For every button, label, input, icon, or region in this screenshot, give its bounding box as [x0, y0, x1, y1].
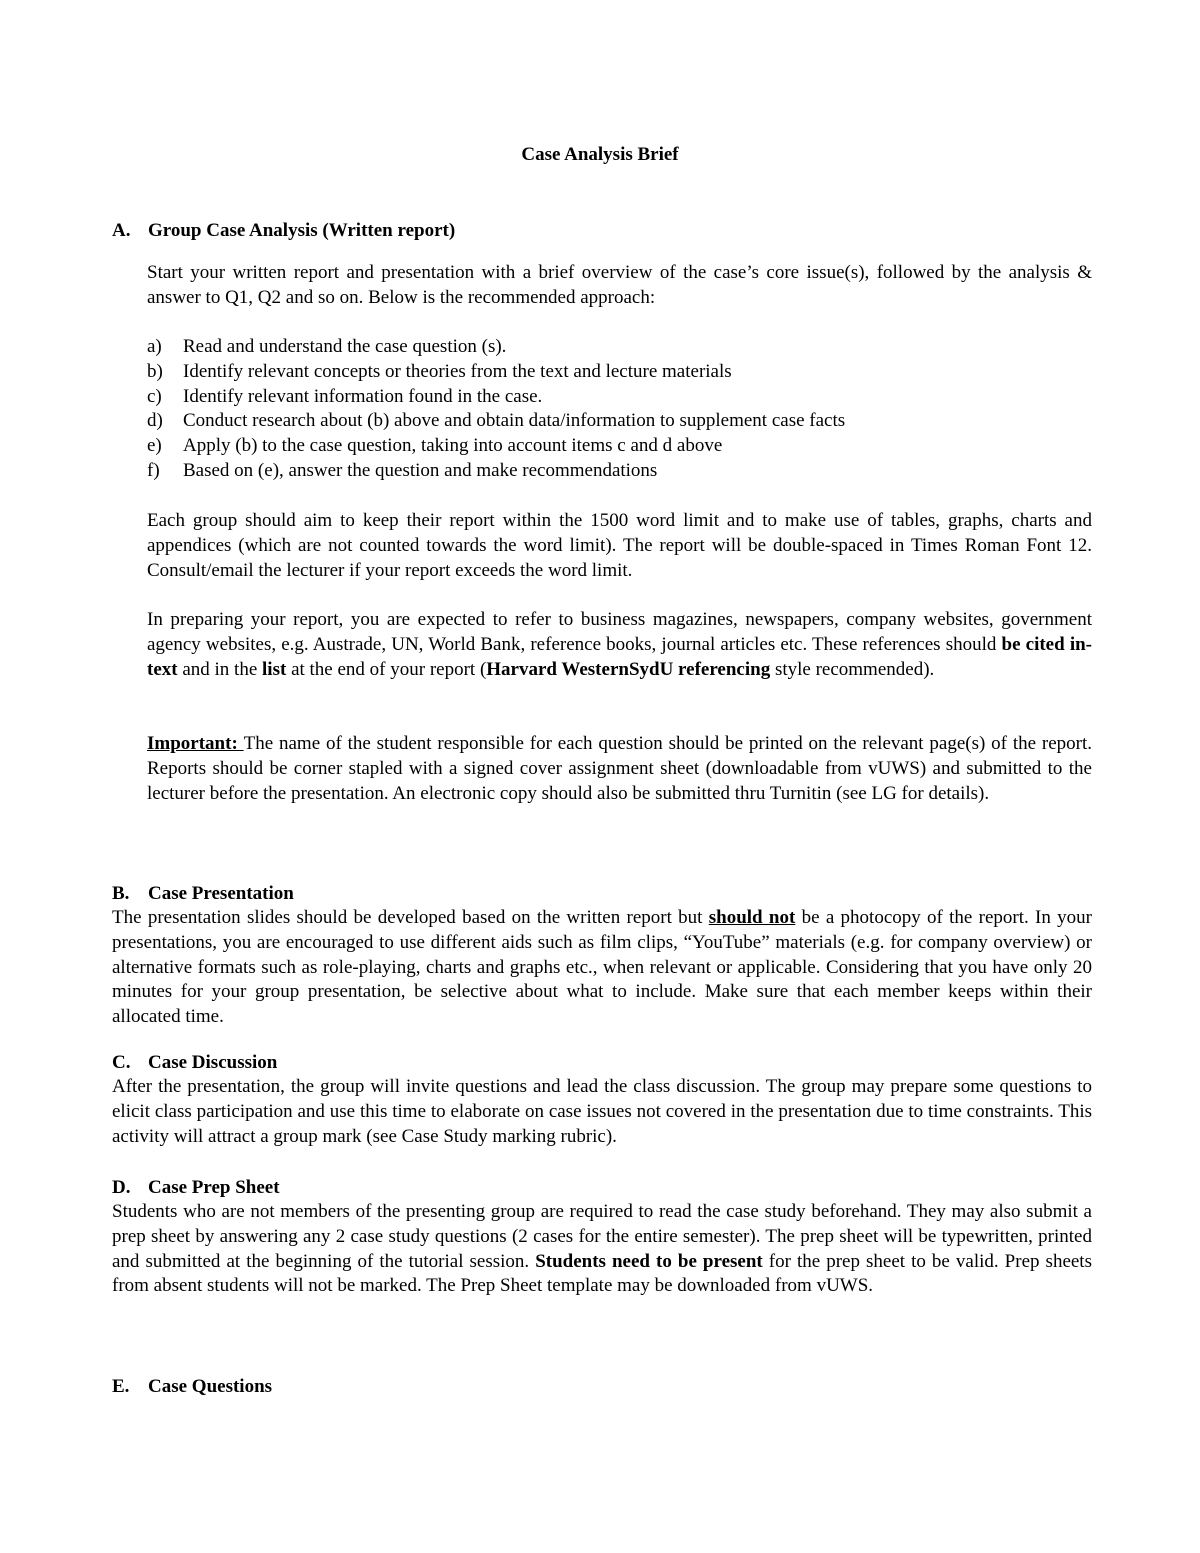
list-item-mark: a)	[147, 336, 162, 357]
should-not-emphasis: should not	[708, 907, 796, 928]
list-item	[147, 409, 1092, 434]
prep-sheet-text-2: for the prep sheet to be valid. Prep sheets from absent students will not be marked. The Prep Sheet template may be downloaded from vUWS.	[112, 1250, 1092, 1297]
presentation-paragraph	[112, 906, 1092, 1030]
section-e-title: Case Questions	[148, 1376, 273, 1397]
section-a-intro: Start your written report and presentation with a brief overview of the case’s core issue(s), followed by the analysis & answer to Q1, Q2 and so on. Below is the recommended approach:	[147, 262, 1092, 308]
list-item	[147, 459, 1092, 484]
approach-steps-list	[147, 335, 1092, 484]
word-limit-paragraph: Each group should aim to keep their report within the 1500 word limit and to make use of tables, graphs, charts and appendices (which are not counted towards the word limit). The report will be double-spaced in Times Roman Font 12. Consult/email the lecturer if your report exceeds the word limit.	[147, 510, 1092, 581]
list-item-text: Based on (e), answer the question and make recommendations	[183, 459, 658, 481]
list-emphasis: list	[262, 658, 287, 680]
important-text: The name of the student responsible for each question should be printed on the relevant page(s) of the report. Reports should be corner stapled with a signed cover assignment sheet (downloadable from vUWS) and submitted to the lecturer before the presentation. An electronic copy should also be submitted thru Turnitin (see LG for details).	[147, 733, 1092, 804]
list-item-text: Read and understand the case question (s).	[183, 336, 507, 357]
list-item-text: Conduct research about (b) above and obtain data/information to supplement case facts	[183, 410, 846, 432]
list-item-text: Identify relevant information found in the case.	[183, 385, 543, 407]
references-paragraph	[147, 608, 1092, 682]
list-item-mark: e)	[147, 435, 162, 457]
section-a-letter: A.	[112, 220, 131, 241]
references-text-4: style recommended).	[770, 658, 935, 680]
section-c-heading	[112, 1050, 277, 1075]
prep-sheet-text-1: Students who are not members of the presenting group are required to read the case study beforehand. They may also submit a prep sheet by answering any 2 case study questions (2 cases for the entire semester). The prep sheet will be typewritten, printed and submitted at the beginning of the tutorial session.	[112, 1201, 1092, 1272]
cited-in-text-emphasis: be cited in-text	[147, 633, 1092, 680]
discussion-paragraph: After the presentation, the group will invite questions and lead the class discussion. The group may prepare some questions to elicit class participation and use this time to elaborate on case issues not covered in the presentation due to time constraints. This activity will attract a group mark (see Case Study marking rubric).	[112, 1076, 1092, 1147]
section-c-title: Case Discussion	[148, 1052, 278, 1073]
section-b-heading	[112, 881, 294, 906]
list-item	[147, 360, 1092, 385]
presentation-text-1: The presentation slides should be developed based on the written report but	[112, 907, 709, 928]
list-item-text: Identify relevant concepts or theories from the text and lecture materials	[183, 360, 732, 382]
list-item-mark: d)	[147, 410, 163, 432]
section-b-letter: B.	[112, 883, 130, 904]
section-a-heading	[112, 218, 455, 243]
section-d-heading	[112, 1175, 280, 1200]
important-paragraph	[147, 732, 1092, 806]
section-e-letter: E.	[112, 1376, 130, 1397]
references-text-2: and in the	[177, 658, 263, 680]
important-label: Important:	[147, 733, 244, 754]
document-title: Case Analysis Brief	[521, 144, 679, 165]
list-item-text: Apply (b) to the case question, taking into account items c and d above	[183, 435, 723, 457]
section-e-heading	[112, 1374, 272, 1399]
list-item-mark: c)	[147, 385, 162, 407]
section-d-title: Case Prep Sheet	[148, 1177, 280, 1198]
list-item	[147, 385, 1092, 410]
list-item-mark: f)	[147, 459, 160, 481]
section-b-title: Case Presentation	[148, 883, 294, 904]
references-text-3: at the end of your report (	[286, 658, 487, 680]
presentation-text-2: be a photocopy of the report. In your presentations, you are encouraged to use different aids such as film clips, “YouTube” materials (e.g. for company overview) or alternative formats such as role-playing, charts and graphs etc., when relevant or applicable. Considering that you have only 20 minutes for your group presentation, be selective about what to include. Make sure that each member keeps within their allocated time.	[112, 907, 1092, 1028]
references-text-1: In preparing your report, you are expected to refer to business magazines, newspapers, company websites, government agency websites, e.g. Austrade, UN, World Bank, reference books, journal articles etc. These references should	[147, 609, 1092, 655]
section-a-title: Group Case Analysis (Written report)	[148, 220, 456, 241]
students-present-emphasis: Students need to be present	[535, 1250, 763, 1272]
prep-sheet-paragraph	[112, 1200, 1092, 1299]
list-item	[147, 335, 1092, 360]
section-d-letter: D.	[112, 1177, 131, 1198]
referencing-style-emphasis: Harvard WesternSydU referencing	[486, 658, 771, 680]
list-item	[147, 434, 1092, 459]
list-item-mark: b)	[147, 360, 163, 382]
section-c-letter: C.	[112, 1052, 131, 1073]
